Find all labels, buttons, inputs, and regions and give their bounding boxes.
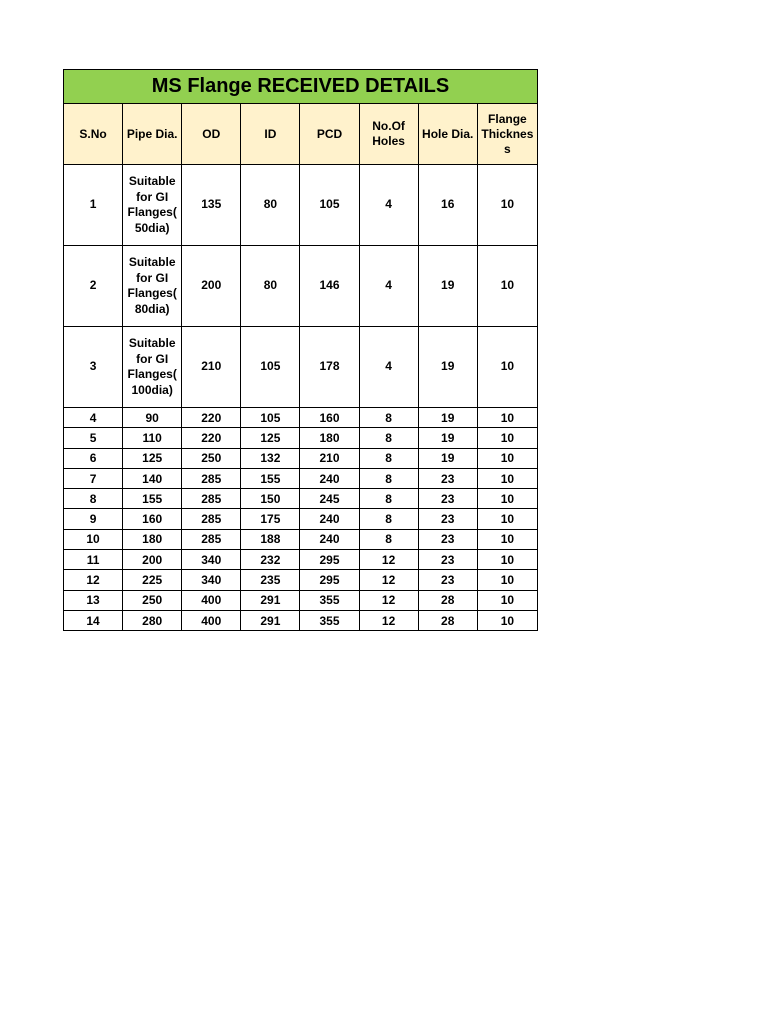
cell-pipe-dia: 280 (123, 610, 182, 630)
table-row (64, 570, 538, 590)
cell-no-of-holes: 12 (359, 590, 418, 610)
cell-pcd: 295 (300, 550, 359, 570)
cell-id: 188 (241, 529, 300, 549)
cell-flange-thickness: 10 (477, 590, 537, 610)
cell-od: 285 (182, 489, 241, 509)
cell-flange-thickness: 10 (477, 489, 537, 509)
cell-sno: 5 (64, 428, 123, 448)
cell-sno: 1 (64, 165, 123, 246)
spreadsheet-page (63, 69, 538, 631)
cell-no-of-holes: 8 (359, 428, 418, 448)
table-row (64, 408, 538, 428)
table-row (64, 529, 538, 549)
cell-hole-dia: 23 (418, 489, 477, 509)
cell-id: 175 (241, 509, 300, 529)
cell-hole-dia: 23 (418, 550, 477, 570)
cell-pcd: 180 (300, 428, 359, 448)
cell-id: 235 (241, 570, 300, 590)
cell-flange-thickness: 10 (477, 246, 537, 327)
cell-no-of-holes: 8 (359, 468, 418, 488)
cell-id: 291 (241, 610, 300, 630)
cell-flange-thickness: 10 (477, 509, 537, 529)
table-row (64, 327, 538, 408)
header-row (64, 104, 538, 165)
cell-od: 285 (182, 529, 241, 549)
cell-od: 210 (182, 327, 241, 408)
cell-id: 105 (241, 408, 300, 428)
cell-od: 340 (182, 570, 241, 590)
cell-od: 220 (182, 428, 241, 448)
cell-pcd: 355 (300, 590, 359, 610)
cell-sno: 8 (64, 489, 123, 509)
cell-hole-dia: 23 (418, 570, 477, 590)
header-cell-flange-thickness: Flange Thicknes s (477, 104, 537, 165)
cell-hole-dia: 19 (418, 448, 477, 468)
table-row (64, 165, 538, 246)
table-body (64, 165, 538, 631)
header-cell-od: OD (182, 104, 241, 165)
cell-od: 400 (182, 610, 241, 630)
cell-id: 150 (241, 489, 300, 509)
cell-no-of-holes: 12 (359, 550, 418, 570)
cell-pipe-dia: 140 (123, 468, 182, 488)
cell-sno: 2 (64, 246, 123, 327)
cell-pcd: 178 (300, 327, 359, 408)
table-row (64, 246, 538, 327)
cell-id: 80 (241, 246, 300, 327)
cell-pcd: 210 (300, 448, 359, 468)
cell-pipe-dia: 125 (123, 448, 182, 468)
cell-sno: 12 (64, 570, 123, 590)
cell-od: 285 (182, 509, 241, 529)
flange-details-table (63, 69, 538, 631)
cell-od: 250 (182, 448, 241, 468)
cell-hole-dia: 19 (418, 327, 477, 408)
cell-pipe-dia: Suitable for GI Flanges( 80dia) (123, 246, 182, 327)
cell-od: 135 (182, 165, 241, 246)
table-row (64, 550, 538, 570)
cell-sno: 14 (64, 610, 123, 630)
cell-no-of-holes: 4 (359, 327, 418, 408)
cell-pipe-dia: Suitable for GI Flanges( 50dia) (123, 165, 182, 246)
cell-pcd: 245 (300, 489, 359, 509)
cell-hole-dia: 16 (418, 165, 477, 246)
cell-hole-dia: 19 (418, 428, 477, 448)
cell-pcd: 146 (300, 246, 359, 327)
cell-hole-dia: 23 (418, 529, 477, 549)
table-title: MS Flange RECEIVED DETAILS (64, 70, 538, 104)
cell-od: 340 (182, 550, 241, 570)
cell-sno: 10 (64, 529, 123, 549)
cell-pipe-dia: 200 (123, 550, 182, 570)
cell-pcd: 160 (300, 408, 359, 428)
cell-sno: 6 (64, 448, 123, 468)
cell-hole-dia: 19 (418, 408, 477, 428)
cell-no-of-holes: 4 (359, 165, 418, 246)
table-row (64, 489, 538, 509)
cell-pipe-dia: 155 (123, 489, 182, 509)
cell-od: 200 (182, 246, 241, 327)
cell-sno: 9 (64, 509, 123, 529)
cell-pipe-dia: 225 (123, 570, 182, 590)
cell-id: 291 (241, 590, 300, 610)
cell-id: 105 (241, 327, 300, 408)
cell-hole-dia: 23 (418, 468, 477, 488)
cell-no-of-holes: 8 (359, 529, 418, 549)
header-cell-sno: S.No (64, 104, 123, 165)
cell-no-of-holes: 8 (359, 408, 418, 428)
cell-pipe-dia: Suitable for GI Flanges( 100dia) (123, 327, 182, 408)
cell-hole-dia: 23 (418, 509, 477, 529)
cell-pcd: 240 (300, 509, 359, 529)
cell-hole-dia: 19 (418, 246, 477, 327)
cell-pipe-dia: 180 (123, 529, 182, 549)
cell-sno: 13 (64, 590, 123, 610)
cell-pcd: 295 (300, 570, 359, 590)
cell-pcd: 355 (300, 610, 359, 630)
cell-flange-thickness: 10 (477, 428, 537, 448)
header-cell-pcd: PCD (300, 104, 359, 165)
cell-od: 220 (182, 408, 241, 428)
header-cell-id: ID (241, 104, 300, 165)
cell-id: 232 (241, 550, 300, 570)
cell-sno: 11 (64, 550, 123, 570)
cell-flange-thickness: 10 (477, 327, 537, 408)
cell-id: 80 (241, 165, 300, 246)
cell-od: 285 (182, 468, 241, 488)
cell-flange-thickness: 10 (477, 570, 537, 590)
cell-flange-thickness: 10 (477, 165, 537, 246)
cell-pipe-dia: 90 (123, 408, 182, 428)
header-cell-hole-dia: Hole Dia. (418, 104, 477, 165)
cell-sno: 7 (64, 468, 123, 488)
cell-pcd: 105 (300, 165, 359, 246)
cell-pcd: 240 (300, 468, 359, 488)
cell-flange-thickness: 10 (477, 610, 537, 630)
cell-pcd: 240 (300, 529, 359, 549)
table-row (64, 468, 538, 488)
cell-sno: 3 (64, 327, 123, 408)
cell-hole-dia: 28 (418, 590, 477, 610)
cell-flange-thickness: 10 (477, 550, 537, 570)
table-row (64, 428, 538, 448)
header-cell-pipe-dia: Pipe Dia. (123, 104, 182, 165)
table-row (64, 448, 538, 468)
cell-id: 132 (241, 448, 300, 468)
cell-hole-dia: 28 (418, 610, 477, 630)
header-cell-no-of-holes: No.Of Holes (359, 104, 418, 165)
cell-no-of-holes: 8 (359, 509, 418, 529)
cell-no-of-holes: 8 (359, 489, 418, 509)
cell-no-of-holes: 8 (359, 448, 418, 468)
cell-flange-thickness: 10 (477, 448, 537, 468)
cell-no-of-holes: 12 (359, 610, 418, 630)
cell-pipe-dia: 250 (123, 590, 182, 610)
cell-pipe-dia: 160 (123, 509, 182, 529)
cell-id: 125 (241, 428, 300, 448)
cell-pipe-dia: 110 (123, 428, 182, 448)
cell-flange-thickness: 10 (477, 529, 537, 549)
cell-no-of-holes: 4 (359, 246, 418, 327)
table-row (64, 509, 538, 529)
cell-od: 400 (182, 590, 241, 610)
table-row (64, 610, 538, 630)
cell-sno: 4 (64, 408, 123, 428)
cell-id: 155 (241, 468, 300, 488)
cell-no-of-holes: 12 (359, 570, 418, 590)
cell-flange-thickness: 10 (477, 408, 537, 428)
table-row (64, 590, 538, 610)
cell-flange-thickness: 10 (477, 468, 537, 488)
